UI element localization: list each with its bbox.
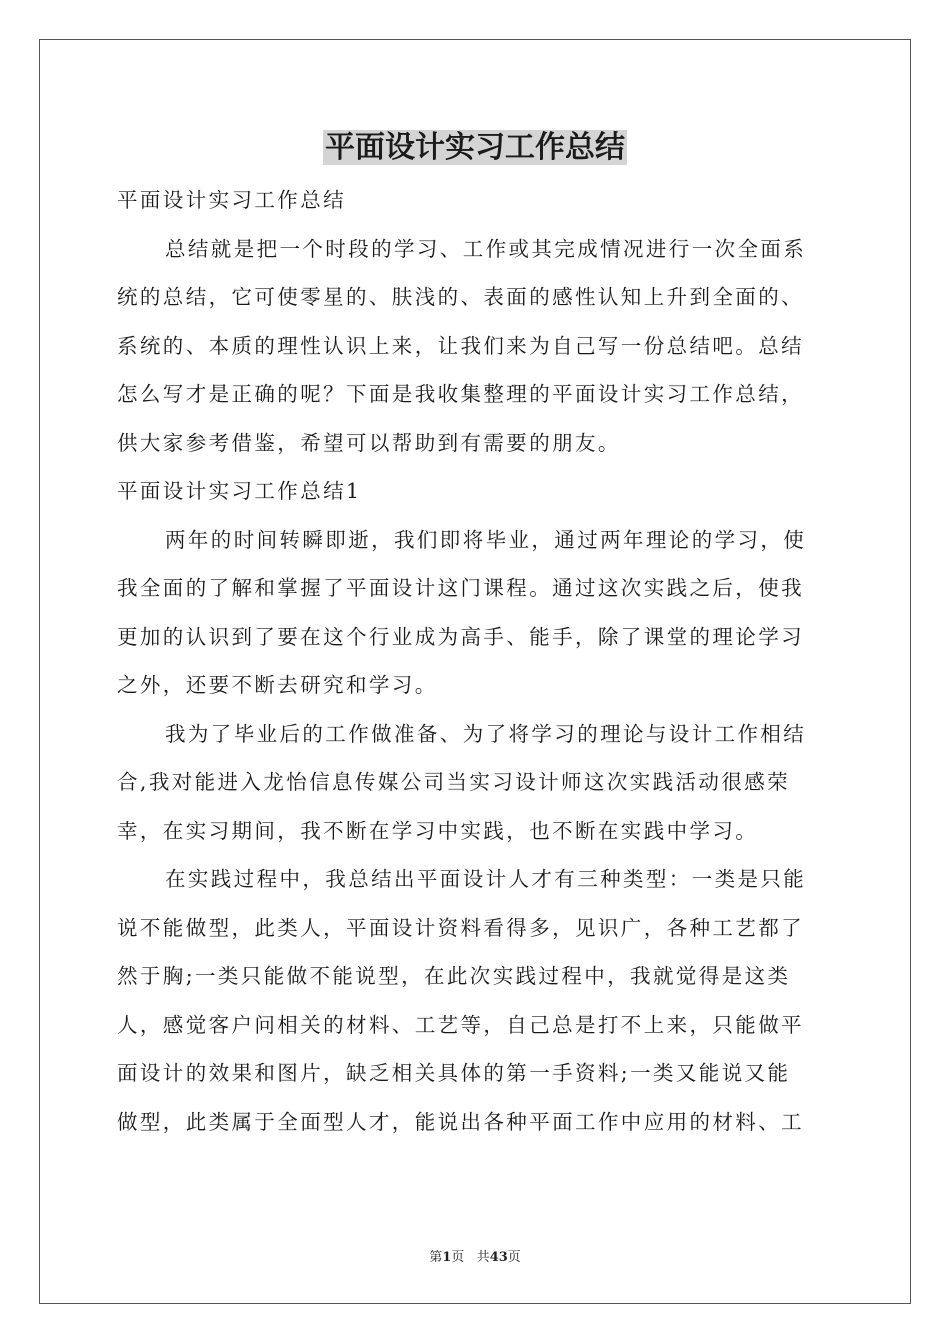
paragraph-line: 人，感觉客户问相关的材料、工艺等，自己总是打不上来，只能做平 [117, 1012, 804, 1037]
page-total: 43 [489, 1250, 508, 1265]
paragraph-line: 两年的时间转瞬即逝，我们即将毕业，通过两年理论的学习，使 [165, 527, 807, 552]
page-prefix: 第 [429, 1250, 443, 1265]
document-title-highlight: 平面设计实习工作总结 [325, 130, 625, 165]
paragraph-line: 合,我对能进入龙怡信息传媒公司当实习设计师这次实践活动很感荣 [117, 770, 791, 794]
paragraph-line: 我为了毕业后的工作做准备、为了将学习的理论与设计工作相结 [165, 721, 807, 746]
paragraph-line: 然于胸;一类只能做不能说型，在此次实践过程中，我就觉得是这类 [117, 964, 791, 988]
page-current: 1 [442, 1250, 452, 1265]
paragraph-line: 怎么写才是正确的呢？下面是我收集整理的平面设计实习工作总结， [117, 382, 804, 406]
paragraph-line: 系统的、本质的理性认识上来，让我们来为自己写一份总结吧。总结 [117, 333, 804, 358]
page-suffix: 页 [451, 1250, 465, 1265]
section-heading: 平面设计实习工作总结1 [117, 479, 362, 503]
total-prefix: 共 [476, 1250, 490, 1265]
page-footer [0, 1246, 950, 1265]
document-title [0, 126, 950, 170]
subtitle-line: 平面设计实习工作总结 [117, 188, 346, 212]
total-suffix: 页 [507, 1250, 521, 1265]
document-body [117, 176, 833, 1146]
paragraph-line: 做型，此类属于全面型人才，能说出各种平面工作中应用的材料、工 [117, 1109, 804, 1134]
paragraph-line: 说不能做型，此类人，平面设计资料看得多，见识广，各种工艺都了 [117, 915, 804, 940]
paragraph-line: 更加的认识到了要在这个行业成为高手、能手，除了课堂的理论学习 [117, 624, 804, 649]
paragraph-line: 供大家参考借鉴，希望可以帮助到有需要的朋友。 [117, 430, 621, 455]
paragraph-line: 面设计的效果和图片，缺乏相关具体的第一手资料;一类又能说又能 [117, 1061, 791, 1085]
paragraph-line: 之外，还要不断去研究和学习。 [117, 673, 438, 697]
paragraph-line: 统的总结，它可使零星的、肤浅的、表面的感性认知上升到全面的、 [117, 285, 804, 309]
paragraph-line: 在实践过程中，我总结出平面设计人才有三种类型：一类是只能 [165, 867, 807, 891]
paragraph-line: 总结就是把一个时段的学习、工作或其完成情况进行一次全面系 [165, 236, 807, 261]
paragraph-line: 我全面的了解和掌握了平面设计这门课程。通过这次实践之后，使我 [117, 576, 804, 600]
paragraph-line: 幸，在实习期间，我不断在学习中实践，也不断在实践中学习。 [117, 818, 759, 843]
